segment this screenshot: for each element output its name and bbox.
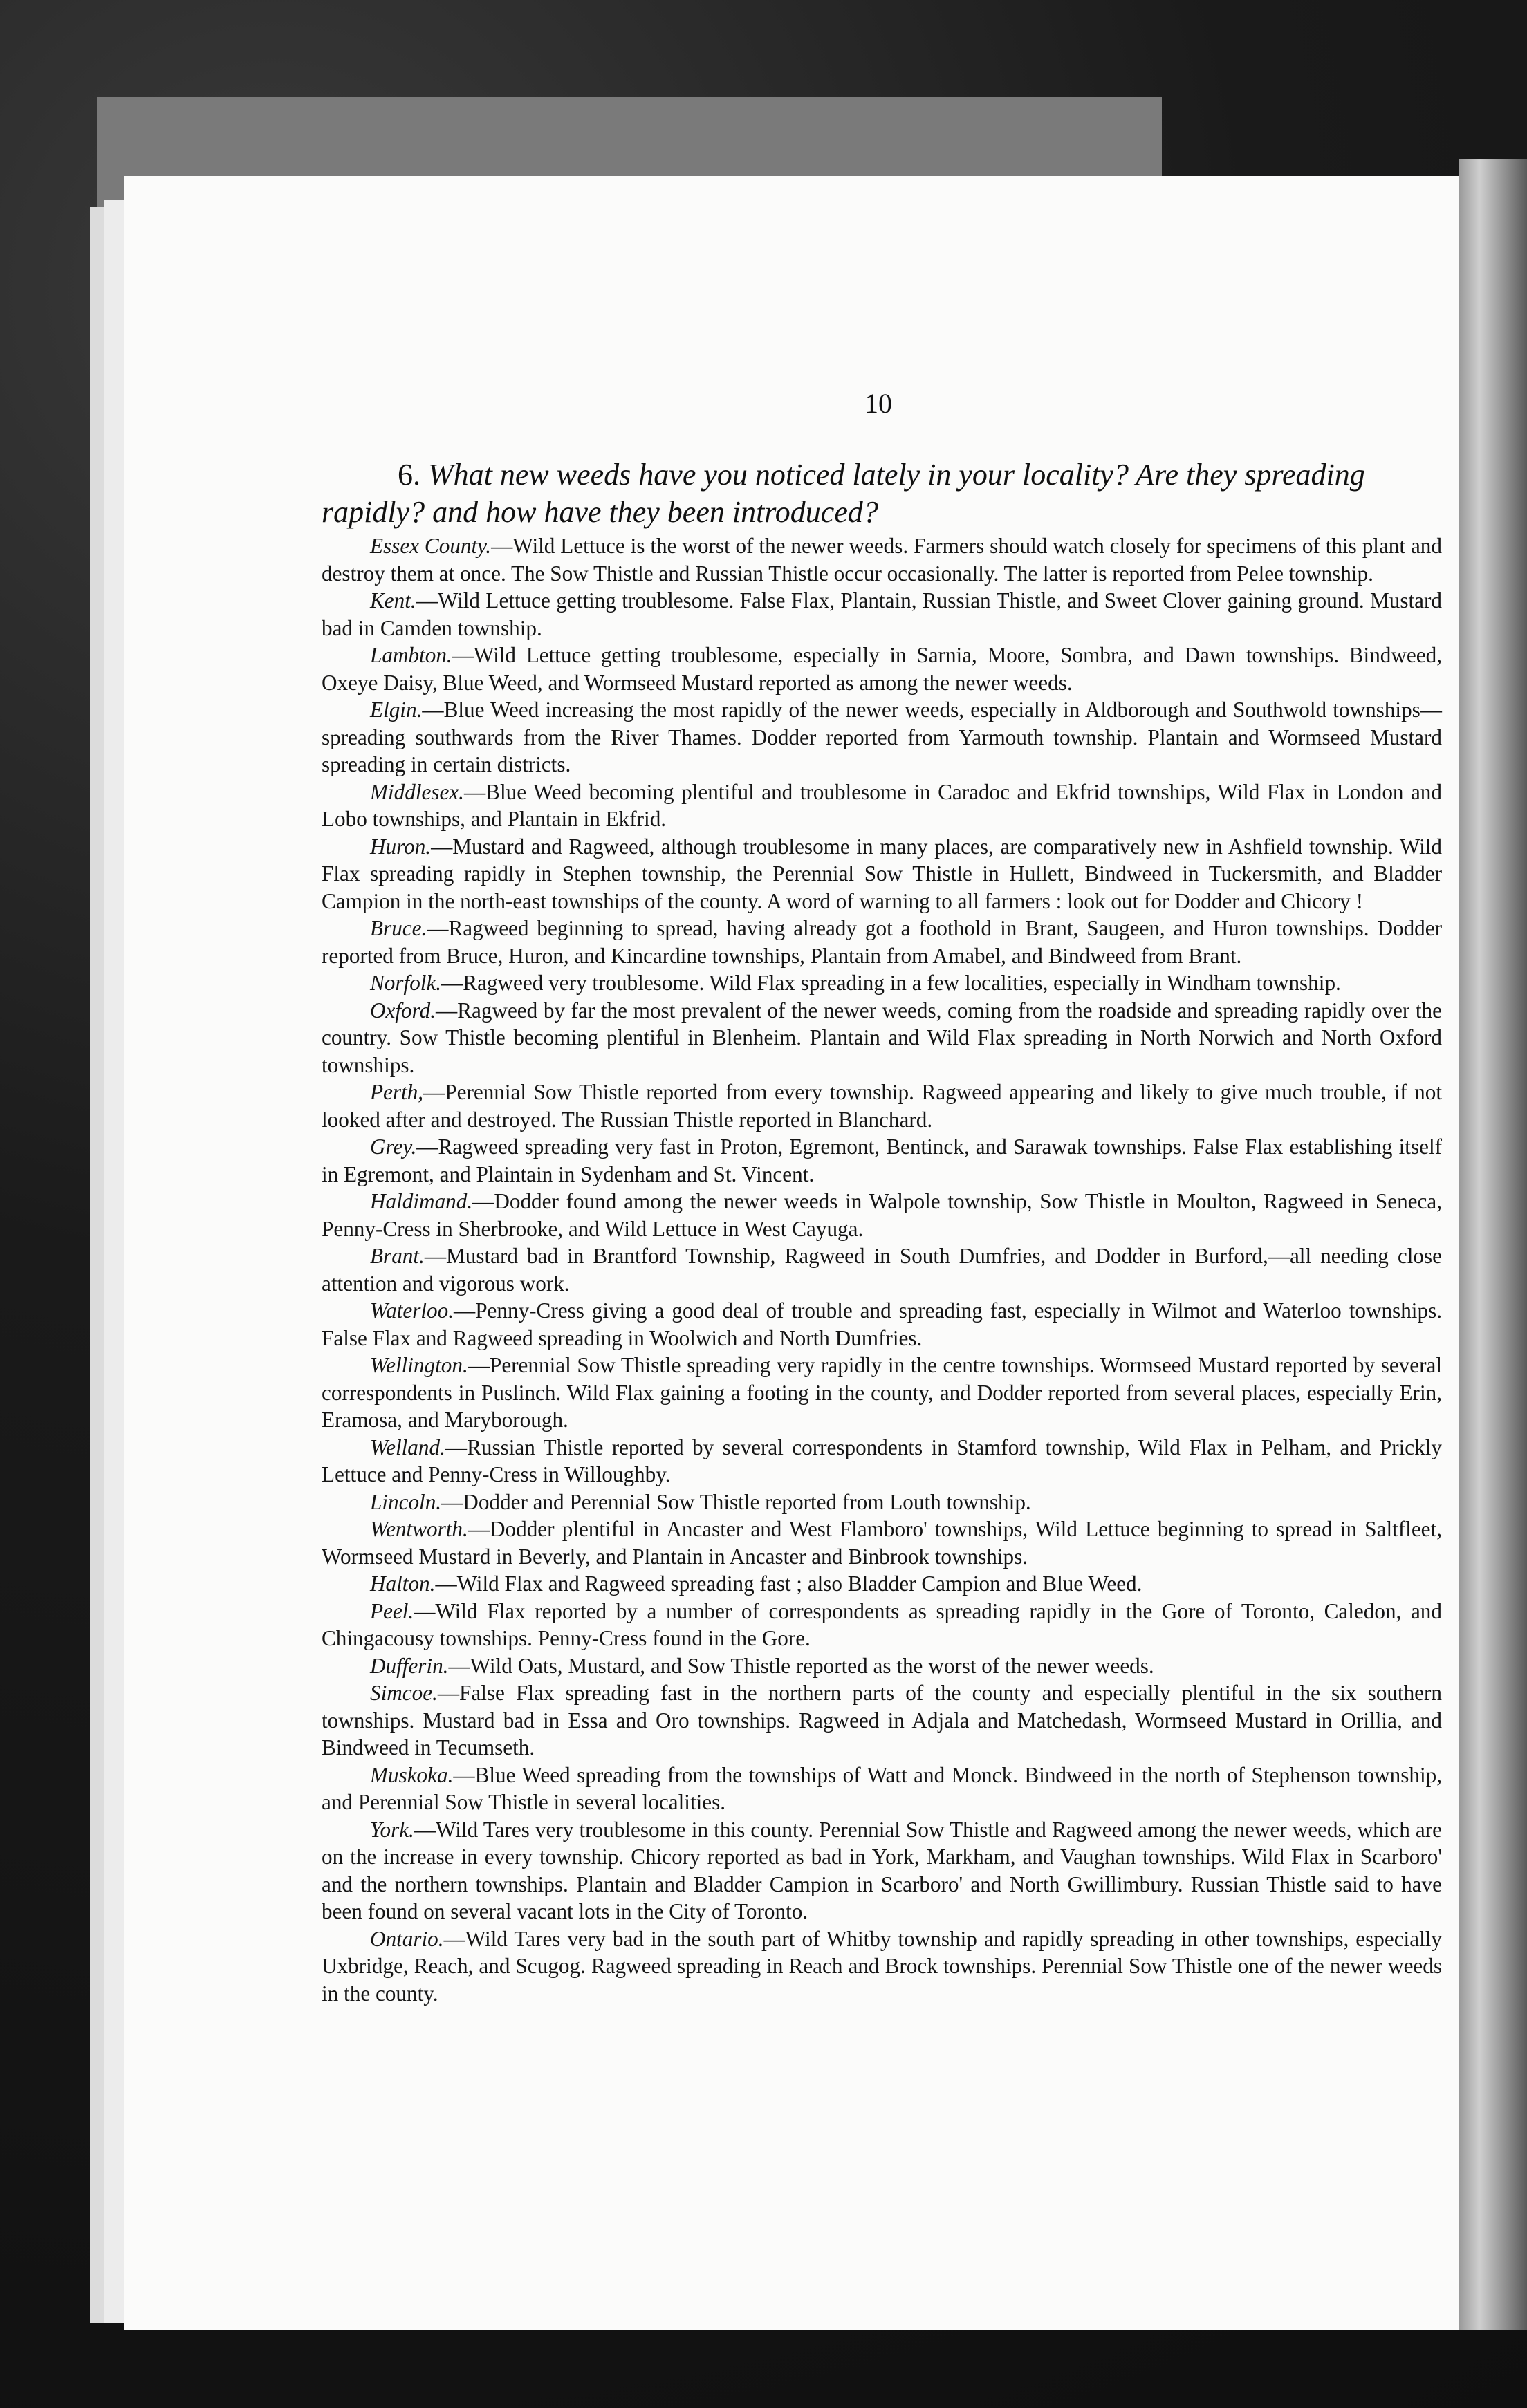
- county-report: [322, 1488, 1442, 1516]
- county-report: [322, 696, 1442, 778]
- county-name: Norfolk.: [370, 971, 442, 995]
- county-report: [322, 1816, 1442, 1925]
- county-name: Simcoe.: [370, 1681, 438, 1705]
- county-report: [322, 997, 1442, 1079]
- county-report: [322, 1079, 1442, 1133]
- county-reports: [322, 532, 1442, 2007]
- county-report: [322, 642, 1442, 696]
- county-report: [322, 1133, 1442, 1188]
- question-heading: [322, 456, 1442, 531]
- county-name: York.: [370, 1817, 414, 1842]
- county-report-text: —Ragweed very troublesome. Wild Flax spreading in a few localities, especially in Windham township.: [441, 971, 1341, 995]
- county-report: [322, 1188, 1442, 1242]
- county-name: Perth,: [370, 1080, 424, 1104]
- county-report: [322, 833, 1442, 915]
- county-report-text: —Mustard and Ragweed, although troublesome in many places, are comparatively new in Ashfield township. Wild Flax spreading rapidly in Stephen township, the Perennial Sow Thistle in Hullett, Bindweed in Tuckersmith, and Bladder Campion in the north-east townships of the county. A word of warning to all farmers : look out for Dodder and Chicory !: [322, 834, 1442, 913]
- county-report: [322, 1434, 1442, 1488]
- county-report-text: —Penny-Cress giving a good deal of trouble and spreading fast, especially in Wilmot and Waterloo townships. False Flax and Ragweed spreading in Woolwich and North Dumfries.: [322, 1298, 1442, 1350]
- county-report: [322, 1925, 1442, 2008]
- county-report: [322, 1598, 1442, 1652]
- county-report-text: —Wild Flax and Ragweed spreading fast ; also Bladder Campion and Blue Weed.: [435, 1571, 1142, 1596]
- county-report-text: —Wild Tares very bad in the south part of Whitby township and rapidly spreading in other townships, especially Uxbridge, Reach, and Scugog. Ragweed spreading in Reach and Brock townships. Perennial Sow Thistle one of the newer weeds in the county.: [322, 1926, 1442, 2006]
- county-report-text: —Wild Lettuce getting troublesome. False Flax, Plantain, Russian Thistle, and Sweet Clover gaining ground. Mustard bad in Camden township.: [322, 588, 1442, 640]
- book-spine-edge: [1459, 159, 1527, 2330]
- county-name: Essex County.: [370, 534, 492, 558]
- county-name: Huron.: [370, 834, 432, 859]
- page-number: 10: [864, 388, 892, 419]
- county-report-text: —Mustard bad in Brantford Township, Ragweed in South Dumfries, and Dodder in Burford,—all needing close attention and vigorous work.: [322, 1244, 1442, 1296]
- county-report-text: —Dodder plentiful in Ancaster and West Flamboro' townships, Wild Lettuce beginning to spread in Saltfleet, Wormseed Mustard in Beverly, and Plantain in Ancaster and Binbrook townships.: [322, 1517, 1442, 1569]
- county-report: [322, 1352, 1442, 1434]
- county-report-text: —Blue Weed spreading from the townships of Watt and Monck. Bindweed in the north of Stephenson township, and Perennial Sow Thistle in several localities.: [322, 1762, 1442, 1814]
- county-report-text: —Perennial Sow Thistle spreading very rapidly in the centre townships. Wormseed Mustard reported by several correspondents in Puslinch. Wild Flax gaining a footing in the county, and Dodder reported from several places, especially Erin, Eramosa, and Maryborough.: [322, 1353, 1442, 1432]
- county-name: Middlesex.: [370, 779, 464, 804]
- county-name: Lincoln.: [370, 1489, 442, 1514]
- county-name: Grey.: [370, 1135, 417, 1159]
- county-name: Peel.: [370, 1598, 414, 1623]
- county-report-text: —Perennial Sow Thistle reported from every township. Ragweed appearing and likely to give much trouble, if not looked after and destroyed. The Russian Thistle reported in Blanchard.: [322, 1080, 1442, 1132]
- county-report-text: —Dodder found among the newer weeds in Walpole township, Sow Thistle in Moulton, Ragweed in Seneca, Penny-Cress in Sherbrooke, and Wild Lettuce in West Cayuga.: [322, 1189, 1442, 1241]
- county-name: Muskoka.: [370, 1762, 454, 1787]
- county-report: [322, 1652, 1442, 1680]
- county-report-text: —Ragweed by far the most prevalent of the newer weeds, coming from the roadside and spreading rapidly over the country. Sow Thistle becoming plentiful in Blenheim. Plantain and Wild Flax spreading in North Norwich and North Oxford townships.: [322, 998, 1442, 1077]
- county-report: [322, 915, 1442, 969]
- county-name: Halton.: [370, 1571, 436, 1596]
- county-report: [322, 532, 1442, 587]
- county-name: Oxford.: [370, 998, 436, 1023]
- county-report-text: —Wild Oats, Mustard, and Sow Thistle reported as the worst of the newer weeds.: [448, 1653, 1154, 1678]
- county-report-text: —Ragweed spreading very fast in Proton, Egremont, Bentinck, and Sarawak townships. False Flax establishing itself in Egremont, and Plaintain in Sydenham and St. Vincent.: [322, 1135, 1442, 1186]
- county-report-text: —Dodder and Perennial Sow Thistle reported from Louth township.: [441, 1489, 1031, 1514]
- county-name: Elgin.: [370, 698, 423, 722]
- county-name: Ontario.: [370, 1926, 444, 1951]
- county-report-text: —Wild Tares very troublesome in this county. Perennial Sow Thistle and Ragweed among the newer weeds, which are on the increase in every township. Chicory reported as bad in York, Markham, and Vaughan townships. Wild Flax in Scarboro' and the northern townships. Plantain and Bladder Campion in Scarboro' and North Gwillimbury. Russian Thistle said to have been found on several vacant lots in the City of Toronto.: [322, 1817, 1442, 1923]
- county-report-text: —Wild Flax reported by a number of correspondents as spreading rapidly in the Gore of Toronto, Caledon, and Chingacousy townships. Penny-Cress found in the Gore.: [322, 1598, 1442, 1650]
- county-name: Wellington.: [370, 1353, 468, 1377]
- county-report-text: —Blue Weed increasing the most rapidly of the newer weeds, especially in Aldborough and Southwold townships—spreading southwards from the River Thames. Dodder reported from Yarmouth township. Plantain and Wormseed Mustard spreading in certain districts.: [322, 698, 1442, 776]
- county-report: [322, 778, 1442, 833]
- county-report-text: —Russian Thistle reported by several correspondents in Stamford township, Wild Flax in Pelham, and Prickly Lettuce and Penny-Cress in Willoughby.: [322, 1435, 1442, 1486]
- county-name: Haldimand.: [370, 1189, 473, 1213]
- county-report: [322, 1297, 1442, 1352]
- county-name: Welland.: [370, 1435, 445, 1459]
- county-report: [322, 587, 1442, 642]
- county-report-text: —Wild Lettuce getting troublesome, especially in Sarnia, Moore, Sombra, and Dawn townships. Bindweed, Oxeye Daisy, Blue Weed, and Wormseed Mustard reported as among the newer weeds.: [322, 643, 1442, 695]
- county-name: Lambton.: [370, 643, 452, 667]
- county-report-text: —Blue Weed becoming plentiful and troublesome in Caradoc and Ekfrid townships, Wild Flax in London and Lobo townships, and Plantain in Ekfrid.: [322, 779, 1442, 831]
- county-report: [322, 1570, 1442, 1598]
- county-report: [322, 969, 1442, 997]
- county-name: Bruce.: [370, 916, 427, 940]
- county-report: [322, 1242, 1442, 1297]
- county-report-text: —Ragweed beginning to spread, having already got a foothold in Brant, Saugeen, and Huron townships. Dodder reported from Bruce, Huron, and Kincardine townships, Plantain from Amabel, and Bindweed from Brant.: [322, 916, 1442, 968]
- county-name: Waterloo.: [370, 1298, 454, 1323]
- county-report-text: —Wild Lettuce is the worst of the newer weeds. Farmers should watch closely for specimens of this plant and destroy them at once. The Sow Thistle and Russian Thistle occur occasionally. The latter is reported from Pelee township.: [322, 534, 1442, 586]
- county-name: Kent.: [370, 588, 416, 613]
- county-report: [322, 1762, 1442, 1816]
- county-report-text: —False Flax spreading fast in the northern parts of the county and especially plentiful in the six southern townships. Mustard bad in Essa and Oro townships. Ragweed in Adjala and Matchedash, Wormseed Mustard in Orillia, and Bindweed in Tecumseth.: [322, 1681, 1442, 1760]
- county-name: Dufferin.: [370, 1653, 449, 1678]
- county-report: [322, 1679, 1442, 1762]
- county-name: Brant.: [370, 1244, 425, 1268]
- county-report: [322, 1515, 1442, 1570]
- county-name: Wentworth.: [370, 1517, 468, 1541]
- question-text: What new weeds have you noticed lately in your locality? Are they spreading rapidly? and how have they been introduced?: [322, 458, 1365, 529]
- question-number: 6.: [398, 458, 420, 492]
